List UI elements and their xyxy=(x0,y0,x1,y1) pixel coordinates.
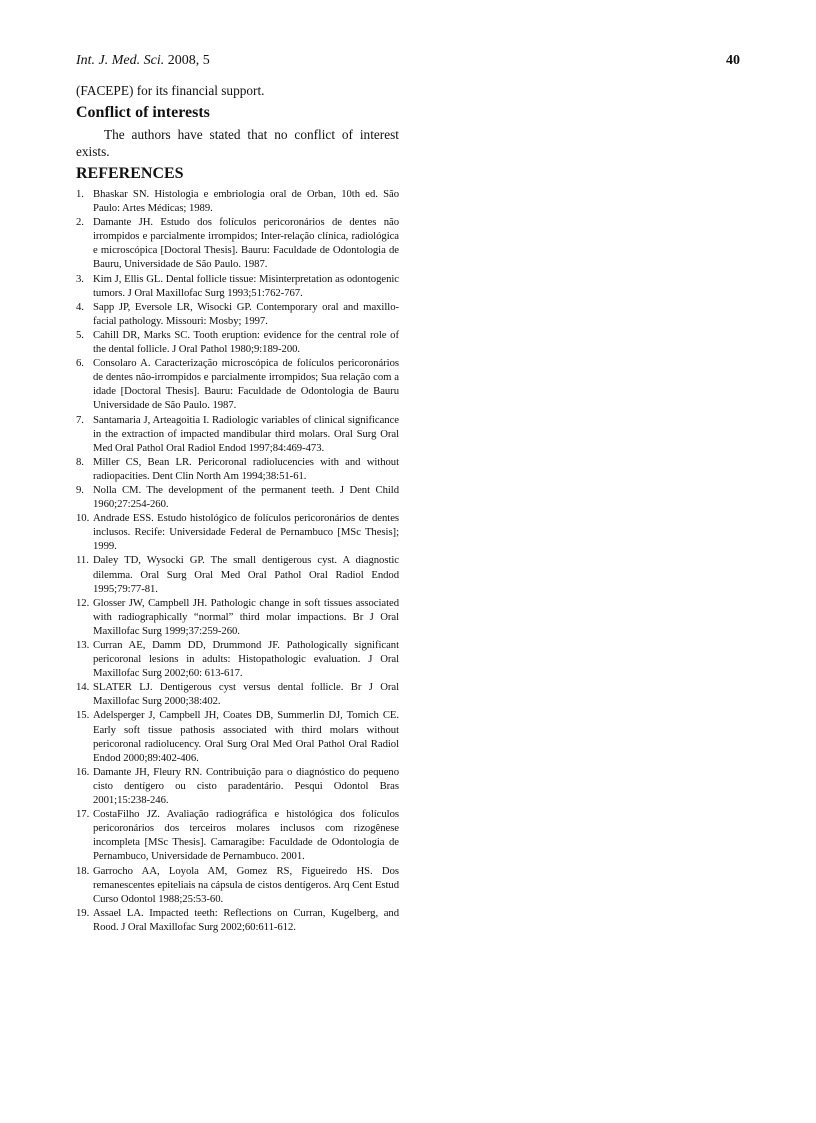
reference-number: 2. xyxy=(76,216,84,229)
reference-text: Consolaro A. Caracterização microscópica de folículos pericoronários de dentes não-irrompidos e parcialmente irrompidos; Sua relação com a idade [Doctoral Thesis]. Bauru: Faculdade de Odontologia de Bauru Universidade de São Paulo. 1987. xyxy=(93,357,399,412)
reference-number: 13. xyxy=(76,639,90,651)
reference-item xyxy=(76,553,399,595)
reference-text: Sapp JP, Eversole LR, Wisocki GP. Contemporary oral and maxillo-facial pathology. Missouri: Mosby; 1997. xyxy=(93,300,399,327)
reference-item xyxy=(76,864,399,906)
journal-name: Int. J. Med. Sci. xyxy=(76,53,165,68)
reference-item xyxy=(76,187,399,215)
reference-text: Assael LA. Impacted teeth: Reflections on Curran, Kugelberg, and Rood. J Oral Maxillofac Surg 2002;60:611-612. xyxy=(93,906,399,933)
reference-number: 18. xyxy=(76,864,90,877)
reference-number: 14. xyxy=(76,681,90,694)
reference-text: SLATER LJ. Dentigerous cyst versus dental follicle. Br J Oral Maxillofac Surg 2000;38:402. xyxy=(93,681,399,708)
reference-text: Damante JH. Estudo dos folículos pericoronários de dentes não irrompidos e parcialmente irrompidos; Inter-relação clínica, radiológica e microscópica [Doctoral Thesis]. Bauru: Faculdade de Odontologia de Bauru, Universidade de São Paulo. 1987. xyxy=(93,216,399,271)
reference-item xyxy=(76,708,399,764)
reference-text: Daley TD, Wysocki GP. The small dentigerous cyst. A diagnostic dilemma. Oral Surg Oral Med Oral Pathol Oral Radiol Endod 1995;79:77-81. xyxy=(93,554,399,595)
reference-number: 8. xyxy=(76,455,84,468)
reference-text: Miller CS, Bean LR. Pericoronal radiolucencies with and without radiopacities. Dent Clin North Am 1994;38:51-61. xyxy=(93,455,399,482)
reference-item xyxy=(76,356,399,412)
reference-text: Adelsperger J, Campbell JH, Coates DB, Summerlin DJ, Tomich CE. Early soft tissue pathosis associated with third molars without pericoronal radiolucency. Oral Surg Oral Med Oral Pathol Oral Radiol Endod 2000;89:402-406. xyxy=(93,709,399,764)
journal-year-volume: 2008, 5 xyxy=(164,53,210,68)
reference-item xyxy=(76,483,399,511)
text-column xyxy=(76,82,399,934)
reference-number: 10. xyxy=(76,512,90,525)
reference-number: 12. xyxy=(76,596,90,609)
reference-number: 16. xyxy=(76,765,90,778)
reference-item xyxy=(76,511,399,553)
reference-item xyxy=(76,300,399,328)
reference-item xyxy=(76,455,399,483)
reference-text: Damante JH, Fleury RN. Contribuição para o diagnóstico do pequeno cisto dentígero ou cisto paradentário. Pesqui Odontol Bras 2001;15:238-246. xyxy=(93,765,399,807)
reference-text: Kim J, Ellis GL. Dental follicle tissue: Misinterpretation as odontogenic tumors. J Oral Maxillofac Surg 1993;51:762-767. xyxy=(93,272,399,299)
conflict-heading: Conflict of interests xyxy=(76,104,210,121)
reference-text: Santamaria J, Arteagoitia I. Radiologic variables of clinical significance in the extraction of impacted mandibular third molars. Oral Surg Oral Med Oral Pathol Oral Radiol Endod 1997;84:469-473. xyxy=(93,413,399,454)
continuation-text: (FACEPE) for its financial support. xyxy=(76,83,265,98)
reference-item xyxy=(76,807,399,863)
conflict-text: The authors have stated that no conflict of interest exists. xyxy=(76,127,399,159)
reference-item xyxy=(76,413,399,455)
reference-number: 19. xyxy=(76,906,90,919)
references-heading: REFERENCES xyxy=(76,165,184,182)
reference-number: 7. xyxy=(76,413,84,426)
reference-list xyxy=(76,187,399,934)
reference-number: 3. xyxy=(76,272,84,285)
page-number: 40 xyxy=(726,53,740,68)
reference-number: 6. xyxy=(76,357,84,370)
reference-number: 5. xyxy=(76,328,84,341)
reference-text: Nolla CM. The development of the permanent teeth. J Dent Child 1960;27:254-260. xyxy=(93,483,399,511)
reference-text: Curran AE, Damm DD, Drummond JF. Pathologically significant pericoronal lesions in adults: Histopathologic evaluation. J Oral Maxillofac Surg 2002;60: 613-617. xyxy=(93,639,399,680)
reference-item xyxy=(76,215,399,271)
reference-item xyxy=(76,906,399,934)
reference-text: Glosser JW, Campbell JH. Pathologic change in soft tissues associated with radiographically “normal” third molar impactions. Br J Oral Maxillofac Surg 1999;37:259-260. xyxy=(93,596,399,637)
reference-text: Bhaskar SN. Histologia e embriologia oral de Orban, 10th ed. São Paulo: Artes Médicas; 1989. xyxy=(93,188,399,215)
reference-text: CostaFilho JZ. Avaliação radiográfica e histológica dos folículos pericoronários dos terceiros molares inclusos com rizogênese incompleta [MSc Thesis]. Camaragibe: Faculdade de Odontologia de Pernambuco, Universidade de Pernambuco. 2001. xyxy=(93,808,399,863)
reference-number: 1. xyxy=(76,188,84,200)
reference-item xyxy=(76,680,399,708)
reference-text: Garrocho AA, Loyola AM, Gomez RS, Figueiredo HS. Dos remanescentes epiteliais na cápsula de cistos dentígeros. Arq Cent Estud Curso Odontol 1988;25:53-60. xyxy=(93,864,399,905)
reference-number: 15. xyxy=(76,709,90,722)
journal-citation xyxy=(76,53,210,69)
reference-item xyxy=(76,765,399,807)
reference-text: Andrade ESS. Estudo histológico de folículos pericoronários de dentes inclusos. Recife: Universidade Federal de Pernambuco [MSc Thesis]; 1999. xyxy=(93,512,399,553)
reference-number: 11. xyxy=(76,554,89,567)
page-header xyxy=(76,53,740,71)
reference-item xyxy=(76,596,399,638)
reference-item xyxy=(76,638,399,680)
reference-item xyxy=(76,272,399,300)
reference-item xyxy=(76,328,399,356)
reference-text: Cahill DR, Marks SC. Tooth eruption: evidence for the central role of the dental follicle. J Oral Pathol 1980;9:189-200. xyxy=(93,328,399,356)
reference-number: 9. xyxy=(76,483,84,496)
reference-number: 4. xyxy=(76,300,84,313)
reference-number: 17. xyxy=(76,808,90,821)
